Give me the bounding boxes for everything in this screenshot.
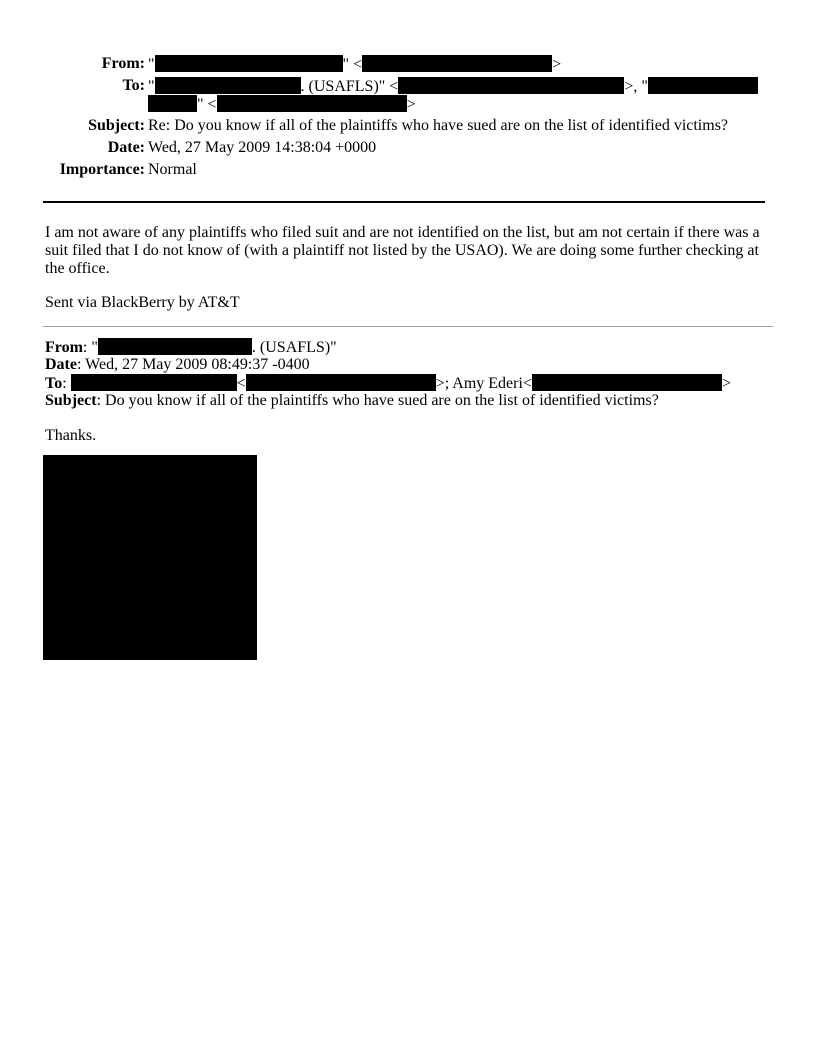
original-subject-line: Subject: Do you know if all of the plaintiffs who have sued are on the list of identified victims? <box>45 392 659 409</box>
from-value: " " < > <box>148 56 562 73</box>
original-date-line: Date: Wed, 27 May 2009 08:49:37 -0400 <box>45 356 310 373</box>
subject-value: Re: Do you know if all of the plaintiffs who have sued are on the list of identified victims? <box>148 117 729 134</box>
reply-paragraph: I am not aware of any plaintiffs who filed suit and are not identified on the list, but am not certain if there was a suit filed that I do not know of (with a plaintiff not listed by the USAO). We are doing some further checking at the office. <box>45 224 760 277</box>
to-label: To: <box>122 77 145 94</box>
date-value: Wed, 27 May 2009 14:38:04 +0000 <box>148 139 377 156</box>
original-body: Thanks. <box>45 427 97 444</box>
redaction <box>398 77 624 94</box>
original-to-label: To <box>45 375 63 392</box>
redaction <box>246 374 436 391</box>
original-from-line: From: " . (USAFLS)" <box>45 339 337 356</box>
original-date-label: Date <box>45 356 77 373</box>
from-label: From: <box>101 55 145 72</box>
redaction <box>71 374 237 391</box>
date-label: Date: <box>107 139 145 156</box>
importance-value: Normal <box>148 161 197 178</box>
header-divider <box>43 201 765 203</box>
quote-divider <box>43 326 773 327</box>
original-from-label: From <box>45 339 83 356</box>
redaction <box>648 77 758 94</box>
redaction <box>155 55 343 72</box>
importance-label: Importance: <box>59 161 145 178</box>
original-to-line: To: < >; Amy Ederi< > <box>45 375 731 392</box>
redaction <box>217 95 407 112</box>
redaction <box>148 95 197 112</box>
subject-label: Subject: <box>88 117 145 134</box>
redaction <box>532 374 722 391</box>
original-subject-label: Subject <box>45 392 97 409</box>
to-value-line2: " < > <box>148 95 416 114</box>
to-value-line1: " . (USAFLS)" < >, " <box>148 77 758 96</box>
reply-signature: Sent via BlackBerry by AT&T <box>45 294 240 311</box>
redaction <box>98 338 252 355</box>
redacted-signature-block <box>43 455 257 660</box>
redaction <box>155 77 301 94</box>
redaction <box>362 55 552 72</box>
